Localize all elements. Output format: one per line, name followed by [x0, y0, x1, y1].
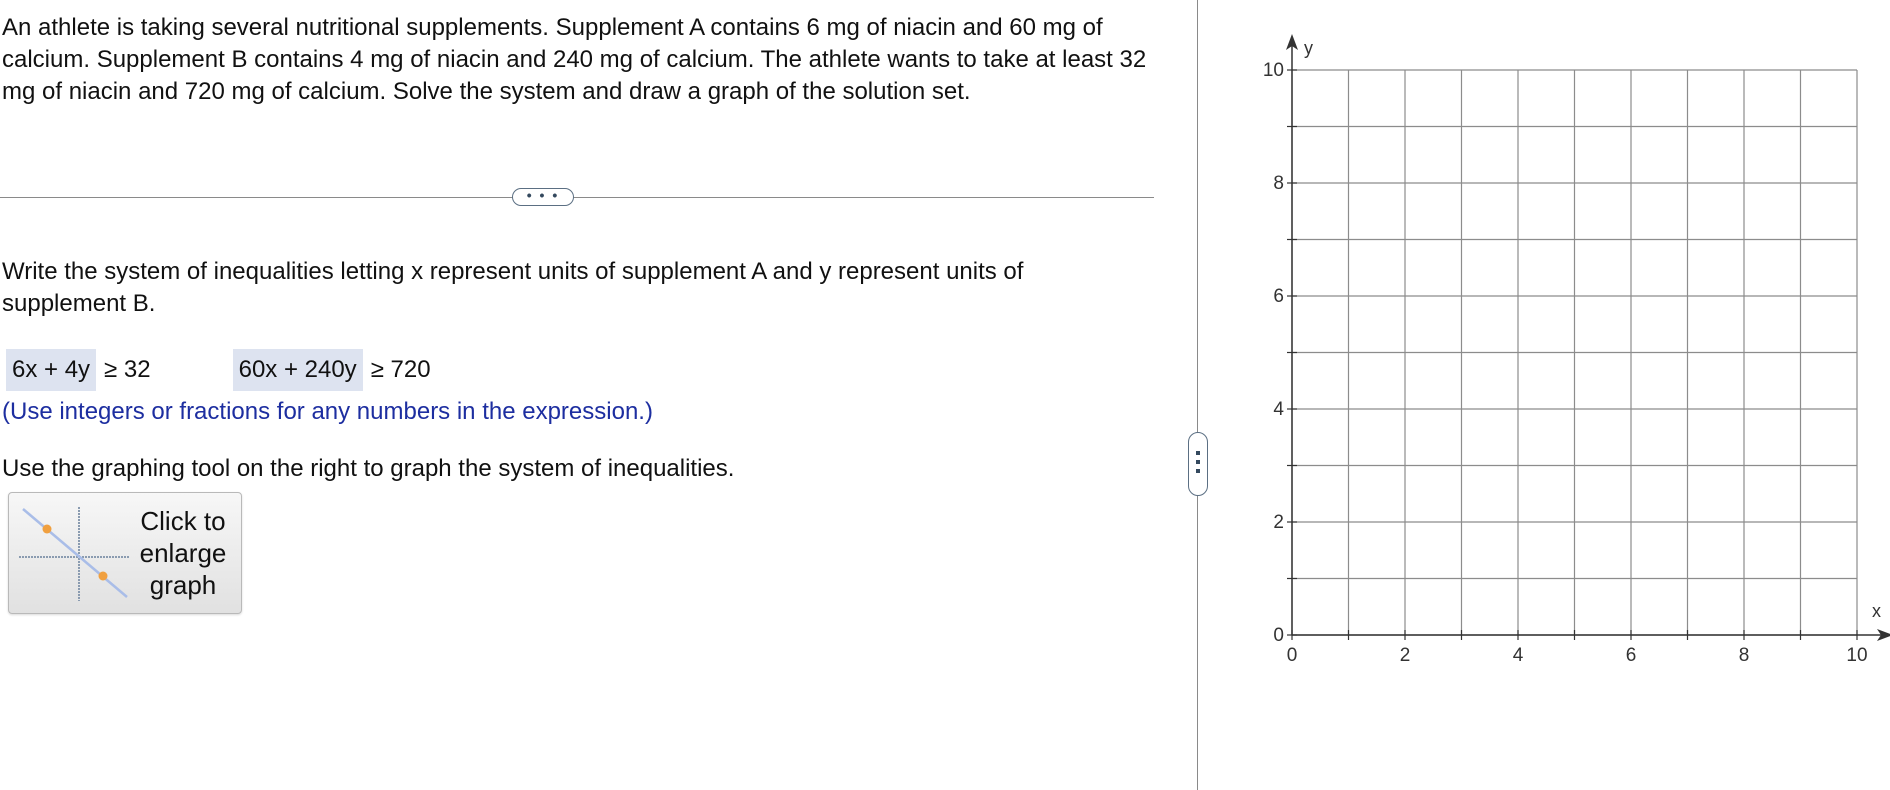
thumbnail-line	[23, 509, 127, 597]
graphing-tool[interactable]	[1230, 10, 1880, 670]
x-tick-label: 8	[1738, 645, 1750, 666]
graph-thumbnail-icon	[19, 505, 129, 601]
collapse-handle-horizontal[interactable]	[512, 188, 574, 206]
y-tick-label: 0	[1273, 625, 1284, 646]
inequality-suffix-calcium: ≥ 720	[370, 356, 431, 383]
grid-lines	[1292, 70, 1857, 635]
collapse-handle-vertical[interactable]	[1188, 432, 1208, 496]
answer-hint: (Use integers or fractions for any numbers in the expression.)	[2, 398, 653, 425]
x-tick-label: 2	[1399, 645, 1411, 666]
horizontal-divider	[0, 197, 1154, 198]
x-axis-label: x	[1872, 601, 1881, 621]
enlarge-graph-label: Click to enlarge graph	[139, 506, 227, 600]
x-tick-label: 4	[1512, 645, 1524, 666]
x-tick-label: 10	[1846, 645, 1868, 666]
y-tick-label: 6	[1273, 286, 1284, 307]
inequality-suffix-niacin: ≥ 32	[104, 356, 151, 383]
thumbnail-point	[99, 572, 108, 581]
x-tick-label: 6	[1625, 645, 1637, 666]
answer-box-niacin[interactable]: 6x + 4y	[6, 349, 96, 391]
inequality-answers	[6, 349, 431, 391]
more-dots-icon: • • •	[526, 187, 560, 203]
y-tick-label: 8	[1273, 173, 1284, 194]
question-instruction: Write the system of inequalities letting x represent units of supplement A and y represent units of supplement B.	[2, 258, 1024, 317]
problem-statement: An athlete is taking several nutritional supplements. Supplement A contains 6 mg of niacin and 60 mg of calcium. Supplement B contains 4 mg of niacin and 240 mg of calcium. The athlete wants to take at least 32 mg of niacin and 720 mg of calcium. Solve the system and draw a graph of the solution set.	[2, 14, 1147, 105]
vertical-divider	[1197, 0, 1198, 790]
y-tick-label: 10	[1262, 60, 1284, 81]
graph-instruction: Use the graphing tool on the right to graph the system of inequalities.	[2, 455, 735, 482]
thumbnail-point	[43, 525, 52, 534]
x-tick-label: 0	[1286, 645, 1298, 666]
axes	[1286, 34, 1890, 641]
y-tick-label: 2	[1273, 512, 1284, 533]
y-tick-label: 4	[1273, 399, 1284, 420]
y-axis-label: y	[1304, 38, 1313, 58]
enlarge-graph-button[interactable]	[8, 492, 242, 614]
coordinate-grid[interactable]	[1230, 10, 1880, 670]
answer-box-calcium[interactable]: 60x + 240y	[233, 349, 363, 391]
